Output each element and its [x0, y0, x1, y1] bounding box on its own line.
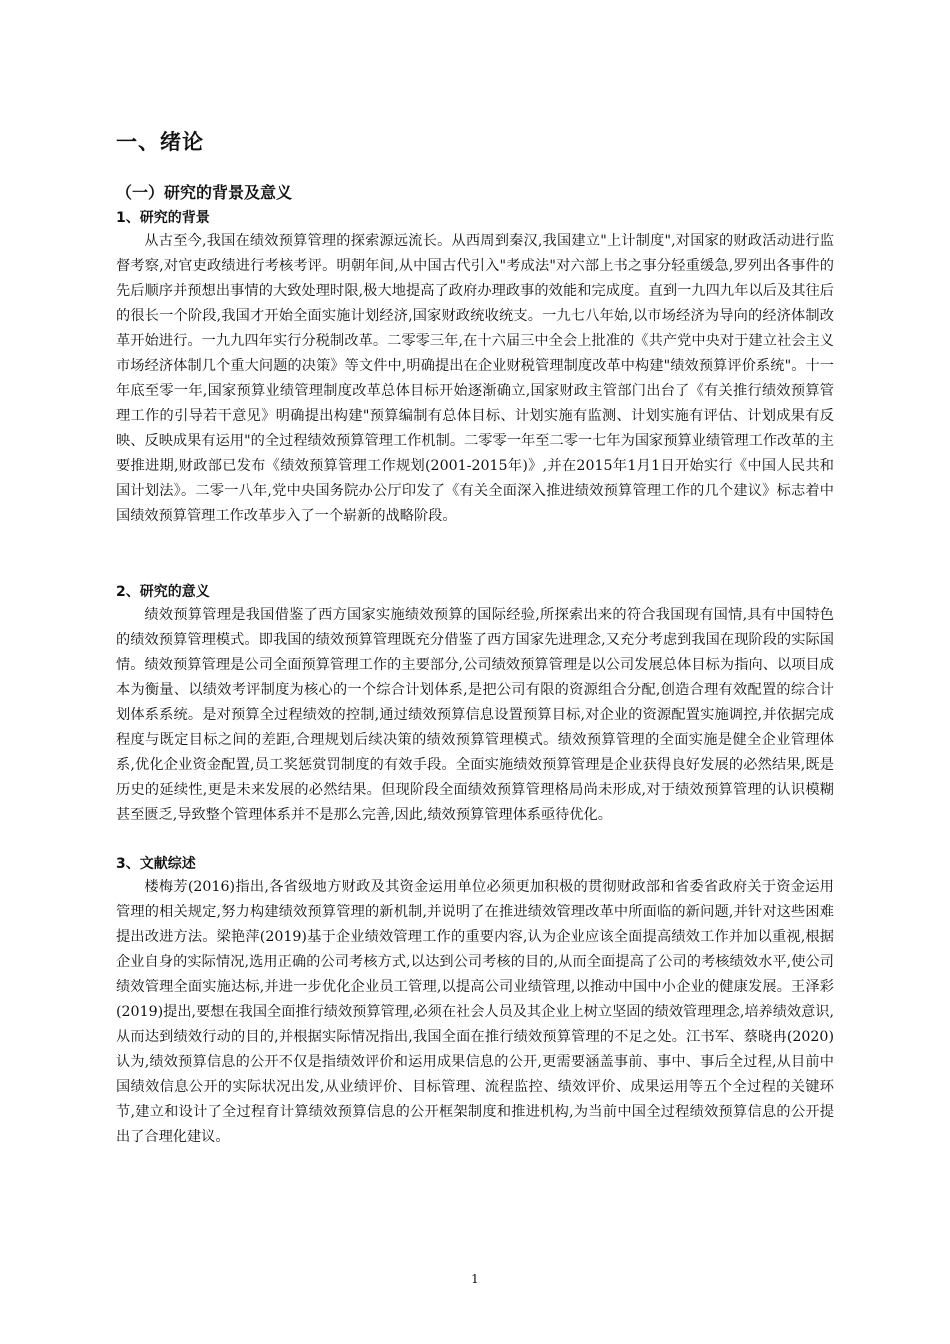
section-title: （一）研究的背景及意义 — [116, 183, 293, 202]
paragraph-background: 从古至今,我国在绩效预算管理的探索源远流长。从西周到秦汉,我国建立"上计制度",对国家的财政活动进行监督考察,对官吏政绩进行考核考评。明朝年间,从中国古代引入"考成法"对六部上书之事分轻重缓急,罗列出各事件的先后顺序并预想出事情的大致处理时限,极大地提高了政府办理政事的效能和完成度。直到一九四九年以后及其往后的很长一个阶段,我国才开始全面实施计划经济,国家财政统收统支。一九七八年始,以市场经济为导向的经济体制改革开始进行。一九九四年实行分税制改革。二零零三年,在十六届三中全会上批准的《共产党中央对于建立社会主义市场经济体制几个重大问题的决策》等文件中,明确提出在企业财税管理制度改革中构建"绩效预算评价系统"。十一年底至零一年,国家预算业绩管理制度改革总体目标开始逐渐确立,国家财政主管部门出台了《有关推行绩效预算管理工作的引导若干意见》明确提出构建"预算编制有总体目标、计划实施有监测、计划实施有评估、计划成果有反映、反映成果有运用"的全过程绩效预算管理工作机制。二零零一年至二零一七年为国家预算业绩管理工作改革的主要推进期,财政部已发布《绩效预算管理工作规划(2001-2015年)》,并在2015年1月1日开始实行《中国人民共和国计划法》。二零一八年,党中央国务院办公厅印发了《有关全面深入推进绩效预算管理工作的几个建议》标志着中国绩效预算管理工作改革步入了一个崭新的战略阶段。 — [116, 233, 834, 524]
chapter-title: 一、绪论 — [116, 130, 204, 154]
subsection-heading-significance: 2、研究的意义 — [116, 584, 210, 600]
paragraph-literature-review: 楼梅芳(2016)指出,各省级地方财政及其资金运用单位必须更加积极的贯彻财政部和省委省政府关于资金运用管理的相关规定,努力构建绩效预算管理的新机制,并说明了在推进绩效管理改革中所面临的新问题,并针对这些困难提出改进方法。梁艳萍(2019)基于企业绩效管理工作的重要内容,认为企业应该全面提高绩效工作并加以重视,根据企业自身的实际情况,选用正确的公司考核方式,以达到公司考核的目的,从而全面提高了公司的考核绩效水平,使公司绩效管理全面实施达标,并进一步优化企业员工管理,以提高公司业绩管理,以推动中国中小企业的健康发展。王泽彩(2019)提出,要想在我国全面推行绩效预算管理,必须在社会人员及其企业上树立坚固的绩效管理理念,培养绩效意识,从而达到绩效行动的目的,并根据实际情况指出,我国全面在推行绩效预算管理的不足之处。江书军、蔡晓冉(2020)认为,绩效预算信息的公开不仅是指绩效评价和运用成果信息的公开,更需要涵盖事前、事中、事后全过程,从目前中国绩效信息公开的实际状况出发,从业绩评价、目标管理、流程监控、绩效评价、成果运用等五个全过程的关键环节,建立和设计了全过程育计算绩效预算信息的公开框架制度和推进机构,为当前中国全过程绩效预算信息的公开提出了合理化建议。 — [116, 879, 834, 1145]
paragraph-significance: 绩效预算管理是我国借鉴了西方国家实施绩效预算的国际经验,所探索出来的符合我国现有国情,具有中国特色的绩效预算管理模式。即我国的绩效预算管理既充分借鉴了西方国家先进理念,又充分考虑到我国在现阶段的实际国情。绩效预算管理是公司全面预算管理工作的主要部分,公司绩效预算管理是以公司发展总体目标为指向、以项目成本为衡量、以绩效考评制度为核心的一个综合计划体系,是把公司有限的资源组合分配,创造合理有效配置的综合计划体系系统。是对预算全过程绩效的控制,通过绩效预算信息设置预算目标,对企业的资源配置实施调控,并依据完成程度与既定目标之间的差距,合理规划后续决策的绩效预算管理模式。绩效预算管理的全面实施是健全企业管理体系,优化企业资金配置,员工奖惩赏罚制度的有效手段。全面实施绩效预算管理是企业获得良好发展的必然结果,既是历史的延续性,更是未来发展的必然结果。但现阶段全面绩效预算管理格局尚未形成,对于绩效预算管理的认识模糊甚至匮乏,导致整个管理体系并不是那么完善,因此,绩效预算管理体系亟待优化。 — [116, 607, 834, 823]
subsection-heading-background: 1、研究的背景 — [116, 210, 210, 226]
page-number: 1 — [471, 1272, 479, 1286]
subsection-heading-literature-review: 3、文献综述 — [116, 856, 196, 872]
